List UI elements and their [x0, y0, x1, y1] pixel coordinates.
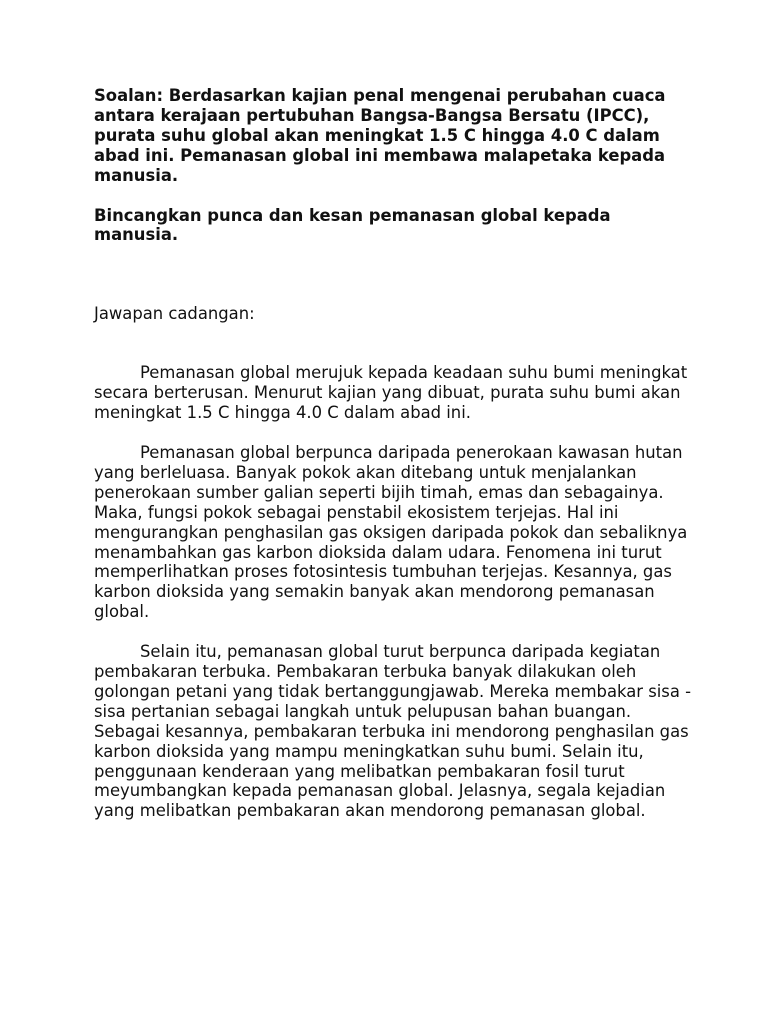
answer-paragraph-3: Selain itu, pemanasan global turut berpunca daripada kegiatan pembakaran terbuka. Pembakaran terbuka banyak dilakukan oleh golongan petani yang tidak bertanggungjawab. Mereka membakar sisa - sisa pertanian sebagai langkah untuk pelupusan bahan buangan. Sebagai kesannya, pembakaran terbuka ini mendorong penghasilan gas karbon dioksida yang mampu meningkatkan suhu bumi. Selain itu, penggunaan kenderaan yang melibatkan pembakaran fosil turut meyumbangkan kepada pemanasan global. Jelasnya, segala kejadian yang melibatkan pembakaran akan mendorong pemanasan global.: [94, 642, 691, 821]
answer-paragraph-2: Pemanasan global berpunca daripada penerokaan kawasan hutan yang berleluasa. Banyak pokok akan ditebang untuk menjalankan penerokaan sumber galian seperti bijih timah, emas dan sebagainya. Maka, fungsi pokok sebagai penstabil ekosistem terjejas. Hal ini mengurangkan penghasilan gas oksigen daripada pokok dan sebaliknya menambahkan gas karbon dioksida dalam udara. Fenomena ini turut memperlihatkan proses fotosintesis tumbuhan terjejas. Kesannya, gas karbon dioksida yang semakin banyak akan mendorong pemanasan global.: [94, 442, 688, 622]
answer-label: Jawapan cadangan:: [94, 304, 255, 324]
task-text: Bincangkan punca dan kesan pemanasan global kepada manusia.: [94, 205, 611, 245]
answer-paragraph-1: Pemanasan global merujuk kepada keadaan suhu bumi meningkat secara berterusan. Menurut kajian yang dibuat, purata suhu bumi akan meningkat 1.5 C hingga 4.0 C dalam abad ini.: [94, 363, 688, 423]
document-page: [94, 86, 694, 821]
question-text: Soalan: Berdasarkan kajian penal mengenai perubahan cuaca antara kerajaan pertubuhan Bangsa-Bangsa Bersatu (IPCC), purata suhu global akan meningkat 1.5 C hingga 4.0 C dalam abad ini. Pemanasan global ini membawa malapetaka kepada manusia.: [94, 86, 666, 185]
